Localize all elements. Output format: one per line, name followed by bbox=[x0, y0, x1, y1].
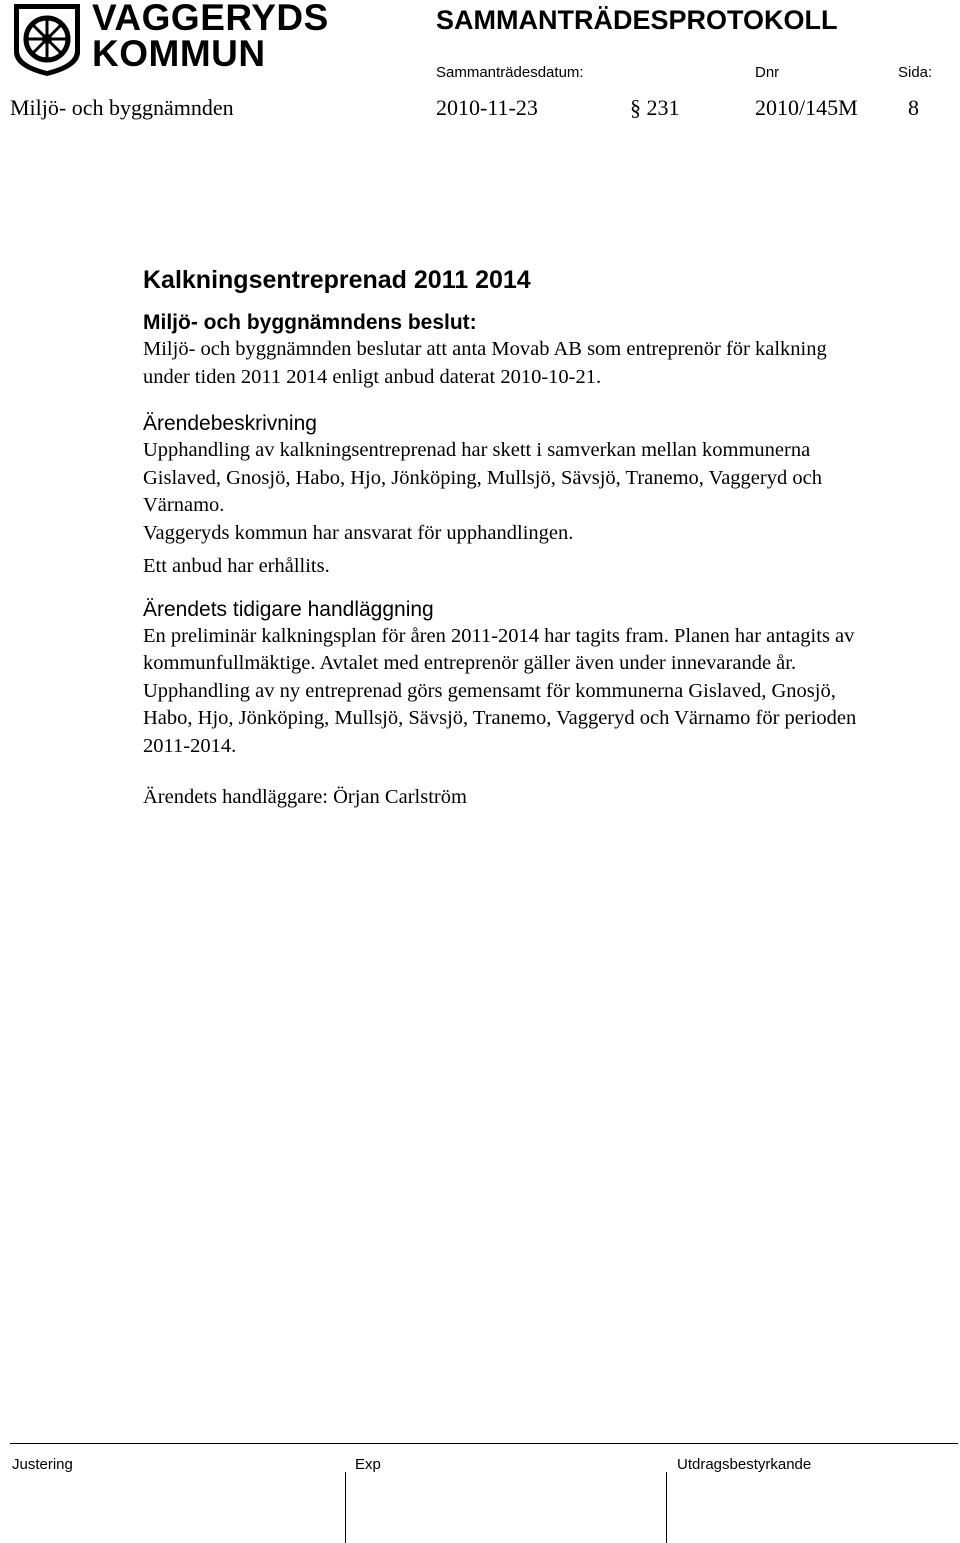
previous-handling-text: En preliminär kalkningsplan för åren 2011-2014 har tagits fram. Planen har antagits av kommunfullmäktige. Avtalet med entreprenör gäller även under innevarande år. Upphandling av ny entreprenad görs gemensamt för kommunerna Gislaved, Gnosjö, Habo, Hjo, Jönköping, Mullsjö, Sävsjö, Tranemo, Vaggeryd och Värnamo för perioden 2011-2014. bbox=[143, 624, 857, 757]
decision-heading: Miljö- och byggnämndens beslut: bbox=[143, 311, 477, 334]
meeting-date: 2010-11-23 bbox=[436, 95, 538, 120]
date-label: Sammanträdesdatum: bbox=[436, 64, 584, 81]
body-name: Miljö- och byggnämnden bbox=[10, 95, 234, 120]
logo-line-1: VAGGERYDS bbox=[92, 0, 329, 38]
logo-line-2: KOMMUN bbox=[92, 33, 266, 74]
dnr-label: Dnr bbox=[755, 64, 780, 81]
page-number: 8 bbox=[908, 95, 919, 120]
main-content bbox=[143, 262, 868, 812]
footer-justering-label: Justering bbox=[12, 1456, 73, 1473]
previous-handling-heading: Ärendets tidigare handläggning bbox=[143, 597, 434, 621]
description-text-2: Vaggeryds kommun har ansvarat för upphandlingen. bbox=[143, 521, 574, 544]
paragraph-number: § 231 bbox=[630, 95, 680, 120]
footer-utdrag-label: Utdragsbestyrkande bbox=[677, 1456, 812, 1473]
description-heading: Ärendebeskrivning bbox=[143, 412, 317, 435]
case-handler: Ärendets handläggare: Örjan Carlström bbox=[143, 786, 467, 808]
footer-divider bbox=[10, 1443, 958, 1444]
footer-separator-2 bbox=[666, 1472, 667, 1543]
footer-separator-1 bbox=[345, 1472, 346, 1543]
description-text: Upphandling av kalkningsentreprenad har skett i samverkan mellan kommunerna Gislaved, Gnosjö, Habo, Hjo, Jönköping, Mullsjö, Sävsjö, Tranemo, Vaggeryd och Värnamo. bbox=[143, 439, 822, 516]
description-text-3: Ett anbud har erhållits. bbox=[143, 555, 330, 577]
municipality-logo-emblem bbox=[10, 2, 84, 78]
dnr-number: 2010/145M bbox=[755, 95, 858, 120]
page-title: Kalkningsentreprenad 2011 2014 bbox=[143, 266, 531, 294]
municipality-logo-wordmark bbox=[92, 0, 329, 72]
footer-exp-label: Exp bbox=[355, 1456, 381, 1473]
decision-text: Miljö- och byggnämnden beslutar att anta Movab AB som entreprenör för kalkning under tiden 2011 2014 enligt anbud daterat 2010-10-21. bbox=[143, 338, 827, 388]
page-label: Sida: bbox=[898, 64, 933, 81]
document-type: SAMMANTRÄDESPROTOKOLL bbox=[436, 5, 838, 35]
